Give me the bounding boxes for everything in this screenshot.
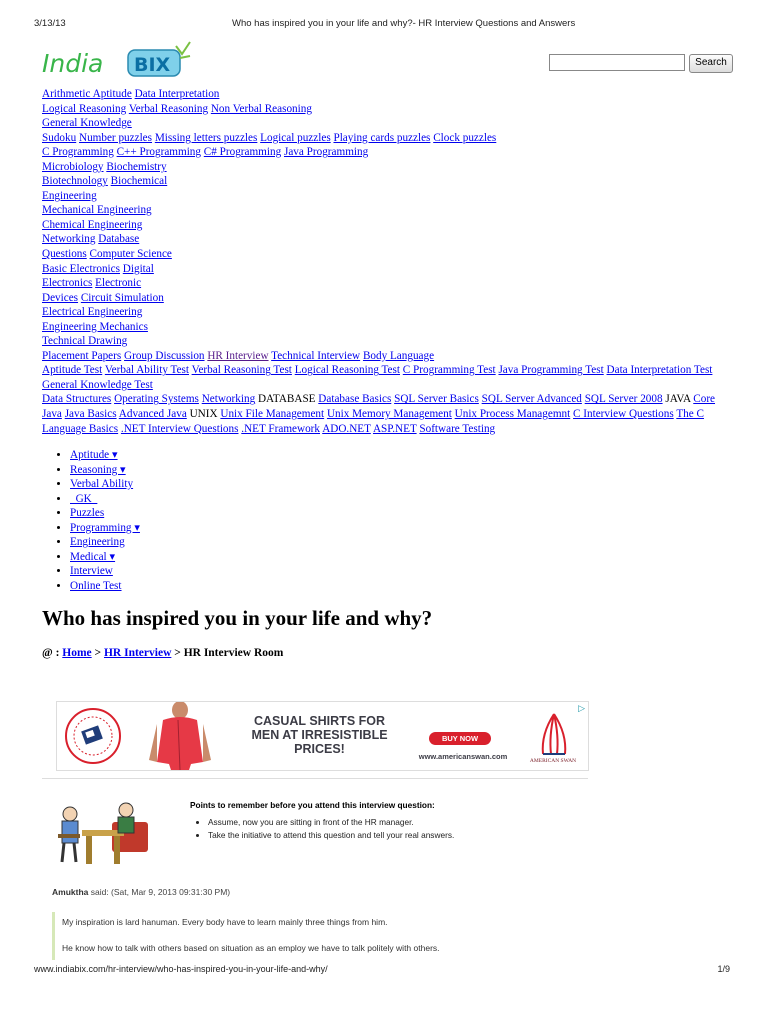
nav-link-engineering[interactable]: Engineering	[42, 189, 97, 202]
comment-author	[52, 887, 230, 897]
nav-link-net-framework[interactable]: .NET Framework	[241, 422, 320, 435]
nav-link-verbal-ability-test[interactable]: Verbal Ability Test	[104, 364, 189, 377]
menu-item	[70, 506, 140, 521]
nav-link-database-basics[interactable]: Database Basics	[318, 393, 392, 406]
nav-link-biotechnology[interactable]: Biotechnology	[42, 175, 108, 188]
nav-link-questions[interactable]: Questions	[42, 248, 87, 261]
nav-link-data-structures[interactable]: Data Structures	[42, 393, 112, 406]
page-title: Who has inspired you in your life and why?	[42, 606, 433, 630]
model-in-shirt-image	[145, 702, 215, 770]
nav-link-digital[interactable]: Digital	[122, 262, 154, 275]
nav-row-tests	[42, 363, 732, 378]
main-menu	[52, 448, 140, 593]
american-swan-logo-icon	[537, 712, 571, 756]
nav-link-computer-science[interactable]: Computer Science	[89, 248, 172, 261]
menu-item	[70, 564, 140, 579]
category-navigation	[42, 87, 732, 436]
nav-link-data-interpretation-test[interactable]: Data Interpretation Test	[606, 364, 713, 377]
nav-link-biochemistry[interactable]: Biochemistry	[106, 160, 167, 173]
nav-link-chemical-engineering[interactable]: Chemical Engineering	[42, 218, 143, 231]
divider	[42, 778, 588, 779]
nav-link-verbal-reasoning[interactable]: Verbal Reasoning	[128, 102, 209, 115]
nav-row	[42, 320, 732, 335]
menu-item	[70, 535, 140, 550]
nav-label-java: JAVA	[665, 393, 691, 406]
comment-line: He know how to talk with others based on situation as an employ we have to talk politely with others.	[62, 943, 440, 953]
nav-link-unix-file-management[interactable]: Unix File Management	[220, 408, 325, 421]
nav-link-electrical-engineering[interactable]: Electrical Engineering	[42, 306, 143, 319]
menu-link-aptitude[interactable]: Aptitude ▾	[70, 449, 118, 461]
comment-body	[52, 912, 595, 960]
nav-link-unix-process-managemnt[interactable]: Unix Process Managemnt	[454, 408, 571, 421]
nav-link-c-programming[interactable]: C# Programming	[203, 146, 282, 159]
point-item: • Assume, now you are sitting in front of the HR manager.	[208, 816, 454, 829]
nav-link-verbal-reasoning-test[interactable]: Verbal Reasoning Test	[191, 364, 292, 377]
ad-banner[interactable]	[56, 701, 589, 771]
nav-link-sql-server-2008[interactable]: SQL Server 2008	[584, 393, 663, 406]
nav-link-arithmetic-aptitude[interactable]: Arithmetic Aptitude	[42, 88, 132, 100]
nav-link-non-verbal-reasoning[interactable]: Non Verbal Reasoning	[210, 102, 312, 115]
nav-link-group-discussion[interactable]: Group Discussion	[124, 349, 205, 362]
nav-link-placement-papers[interactable]: Placement Papers	[42, 349, 122, 362]
nav-link-advanced-java[interactable]: Advanced Java	[118, 408, 187, 421]
nav-link-aptitude-test[interactable]: Aptitude Test	[42, 364, 103, 377]
search-button[interactable]: Search	[689, 54, 733, 73]
comment-date: said: (Sat, Mar 9, 2013 09:31:30 PM)	[88, 887, 231, 897]
menu-link-puzzles[interactable]: Puzzles	[70, 507, 105, 520]
menu-link-interview[interactable]: Interview	[70, 565, 113, 578]
nav-link-electronic[interactable]: Electronic	[95, 277, 142, 290]
menu-item	[70, 550, 140, 565]
nav-link-java-programming[interactable]: Java Programming	[283, 146, 369, 159]
nav-link-networking[interactable]: Networking	[201, 393, 256, 406]
ad-headline	[247, 714, 392, 756]
menu-item	[70, 492, 140, 507]
indiabix-logo[interactable]	[40, 40, 200, 86]
nav-row	[42, 247, 732, 262]
ad-headline-line: MEN AT IRRESISTIBLE	[251, 728, 388, 742]
print-footer-url: www.indiabix.com/hr-interview/who-has-inspired-you-in-your-life-and-why/	[34, 964, 328, 974]
nav-link-basic-electronics[interactable]: Basic Electronics	[42, 262, 120, 275]
nav-row	[42, 203, 732, 218]
breadcrumb	[42, 647, 283, 659]
nav-link-networking[interactable]: Networking	[42, 233, 96, 246]
nav-link-missing-letters-puzzles[interactable]: Missing letters puzzles	[154, 131, 258, 144]
nav-row	[42, 189, 732, 204]
search-input[interactable]	[549, 54, 685, 71]
nav-row	[42, 291, 732, 306]
menu-link-medical[interactable]: Medical ▾	[70, 550, 116, 563]
nav-row	[42, 305, 732, 320]
nav-row	[42, 174, 732, 189]
nav-link-playing-cards-puzzles[interactable]: Playing cards puzzles	[333, 131, 431, 144]
menu-item	[70, 477, 140, 492]
nav-row	[42, 218, 732, 233]
points-heading: Points to remember before you attend this interview question:	[190, 800, 435, 810]
nav-link-c-interview-questions[interactable]: C Interview Questions	[573, 408, 674, 421]
nav-row	[42, 87, 732, 102]
nav-link-logical-reasoning-test[interactable]: Logical Reasoning Test	[294, 364, 400, 377]
nav-row	[42, 232, 732, 247]
nav-row	[42, 145, 732, 160]
nav-link-software-testing[interactable]: Software Testing	[419, 422, 496, 435]
menu-link-programming[interactable]: Programming ▾	[70, 521, 140, 534]
interview-illustration	[52, 800, 152, 868]
menu-link-verbal-ability[interactable]: Verbal Ability	[70, 478, 134, 491]
breadcrumb-hr-link[interactable]: HR Interview	[103, 647, 172, 659]
nav-link-c-programming[interactable]: C Programming	[42, 146, 114, 159]
nav-link-microbiology[interactable]: Microbiology	[42, 160, 104, 173]
nav-link-electronics[interactable]: Electronics	[42, 277, 93, 290]
nav-row	[42, 102, 732, 117]
menu-link-gk[interactable]: GK	[70, 492, 98, 505]
print-page-title: Who has inspired you in your life and why?- HR Interview Questions and Answers	[232, 18, 576, 29]
print-page-number: 1/9	[717, 964, 730, 974]
logo-india-text: India	[42, 49, 104, 78]
comment-author-name: Amuktha	[52, 887, 89, 897]
nav-link-technical-drawing[interactable]: Technical Drawing	[42, 335, 128, 348]
nav-link-mechanical-engineering[interactable]: Mechanical Engineering	[42, 204, 152, 217]
nav-row	[42, 160, 732, 175]
nav-link-general-knowledge-test[interactable]: General Knowledge Test	[42, 378, 153, 391]
nav-link-clock-puzzles[interactable]: Clock puzzles	[433, 131, 497, 144]
points-list	[190, 816, 454, 841]
point-item: • Take the initiative to attend this question and tell your real answers.	[208, 829, 454, 842]
menu-link-engineering[interactable]: Engineering	[70, 536, 125, 549]
nav-row	[42, 116, 732, 131]
nav-link-data-interpretation[interactable]: Data Interpretation	[134, 88, 220, 100]
nav-link-unix-memory-management[interactable]: Unix Memory Management	[326, 408, 452, 421]
breadcrumb-current: HR Interview Room	[183, 647, 284, 659]
nav-row	[42, 349, 732, 364]
ad-headline-line: PRICES!	[294, 742, 345, 756]
nav-link-net-interview-questions[interactable]: .NET Interview Questions	[120, 422, 239, 435]
ad-url: www.americanswan.com	[418, 752, 508, 761]
nav-link-java-basics[interactable]: Java Basics	[64, 408, 117, 421]
nav-link-body-language[interactable]: Body Language	[362, 349, 435, 362]
nav-link-technical-interview[interactable]: Technical Interview	[271, 349, 361, 362]
nav-link-sql-server-basics[interactable]: SQL Server Basics	[394, 393, 479, 406]
menu-link-online-test[interactable]: Online Test	[70, 579, 122, 592]
nav-link-hr-interview[interactable]: HR Interview	[207, 349, 269, 362]
nav-row	[42, 334, 732, 349]
nav-label-database: DATABASE	[257, 393, 316, 406]
nav-link-ado-net[interactable]: ADO.NET	[322, 422, 371, 435]
nav-link-logical-reasoning[interactable]: Logical Reasoning	[42, 102, 127, 115]
ad-info-icon[interactable]: ▷	[578, 704, 585, 714]
menu-link-reasoning[interactable]: Reasoning ▾	[70, 463, 126, 476]
nav-link-number-puzzles[interactable]: Number puzzles	[79, 131, 153, 144]
nav-row	[42, 131, 732, 146]
nav-label-unix: UNIX	[189, 408, 218, 421]
print-date: 3/13/13	[34, 18, 66, 29]
ad-brand-name: AMERICAN SWAN	[529, 758, 577, 764]
logo-bix-text: BIX	[134, 54, 171, 76]
menu-item	[70, 521, 140, 536]
nav-link-devices[interactable]: Devices	[42, 291, 79, 304]
breadcrumb-prefix: @ :	[42, 647, 63, 659]
nav-link-sudoku[interactable]: Sudoku	[42, 131, 77, 144]
breadcrumb-separator: >	[171, 647, 184, 659]
nav-row-topics	[42, 392, 732, 436]
nav-link-operating-systems[interactable]: Operating Systems	[114, 393, 199, 406]
nav-link-java-programming-test[interactable]: Java Programming Test	[498, 364, 604, 377]
nav-link-core-java[interactable]: Core Java	[42, 393, 716, 421]
nav-link-circuit-simulation[interactable]: Circuit Simulation	[80, 291, 164, 304]
nav-row	[42, 276, 732, 291]
nav-link-c-programming-test[interactable]: C Programming Test	[402, 364, 496, 377]
nav-link-engineering-mechanics[interactable]: Engineering Mechanics	[42, 320, 148, 333]
fashion-country-seal-icon	[63, 706, 123, 766]
comment-line: My inspiration is lard hanuman. Every body have to learn mainly three things from him.	[62, 917, 388, 927]
nav-link-asp-net[interactable]: ASP.NET	[372, 422, 417, 435]
breadcrumb-home-link[interactable]: Home	[62, 647, 92, 659]
ad-buy-now-button[interactable]: BUY NOW	[429, 732, 491, 745]
menu-item	[70, 463, 140, 478]
nav-link-sql-server-advanced[interactable]: SQL Server Advanced	[481, 393, 582, 406]
nav-link-database[interactable]: Database	[98, 233, 140, 246]
breadcrumb-separator: >	[91, 647, 104, 659]
nav-link-logical-puzzles[interactable]: Logical puzzles	[260, 131, 331, 144]
nav-link-the-c-language-basics[interactable]: The C Language Basics	[42, 408, 704, 435]
nav-link-biochemical[interactable]: Biochemical	[110, 175, 168, 188]
menu-item	[70, 579, 140, 594]
ad-headline-line: CASUAL SHIRTS FOR	[253, 714, 386, 728]
nav-link-c-programming[interactable]: C++ Programming	[116, 146, 201, 159]
nav-row	[42, 262, 732, 277]
menu-item	[70, 448, 140, 463]
nav-link-general-knowledge[interactable]: General Knowledge	[42, 117, 132, 130]
